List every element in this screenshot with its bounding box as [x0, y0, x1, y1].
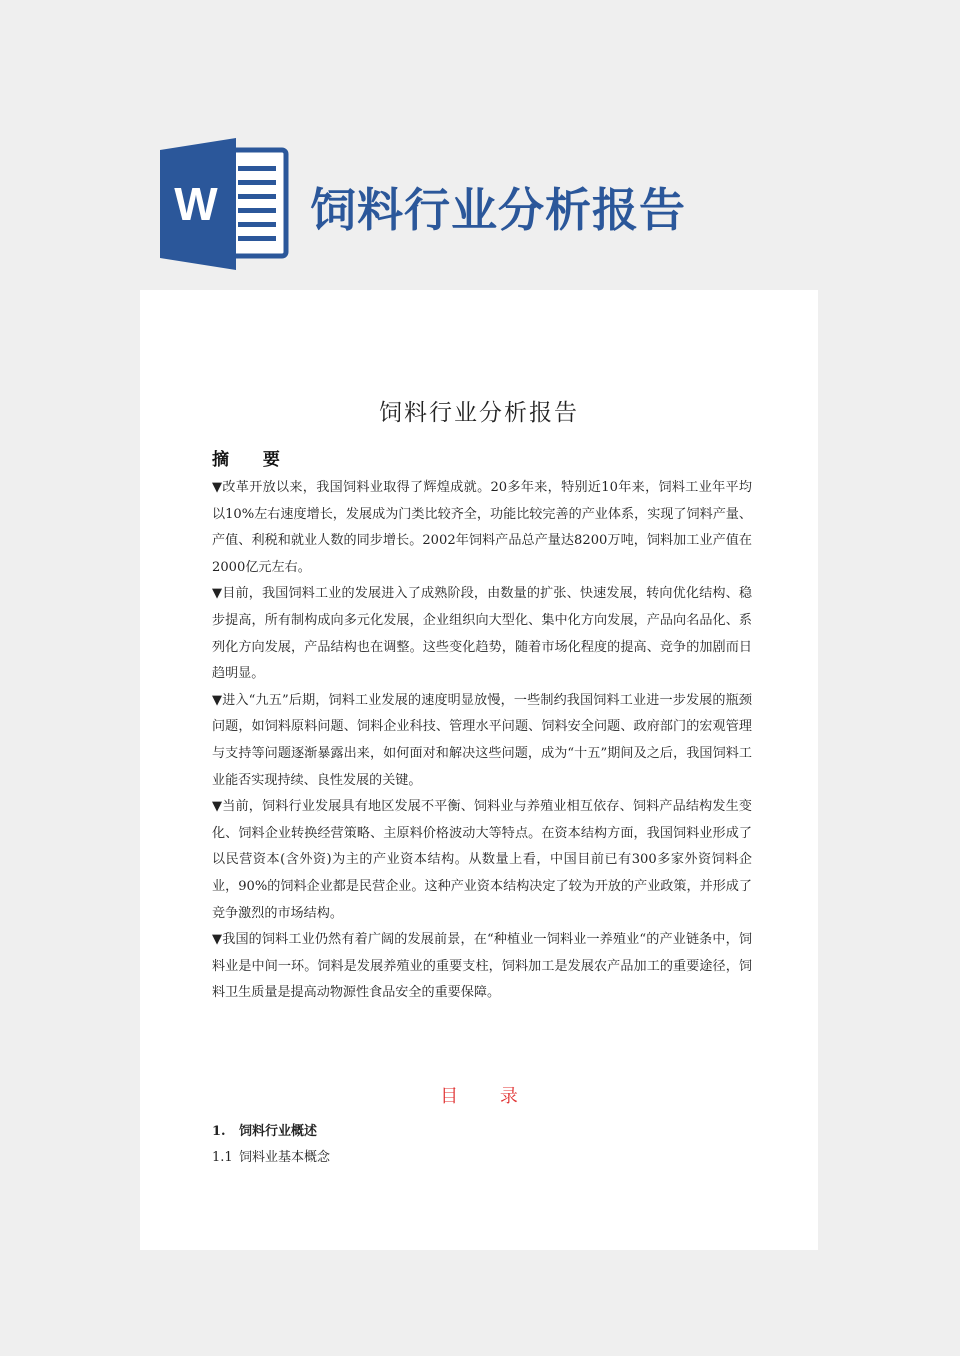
toc-item-number: 1.	[212, 1124, 226, 1139]
banner-title: 饲料行业分析报告	[310, 183, 686, 237]
abstract-heading: 摘 要	[212, 450, 294, 470]
abstract-paragraph-4: ▼当前，饲料行业发展具有地区发展不平衡、饲料业与养殖业相互依存、饲料产品结构发生变化、饲料企业转换经营策略、主原料价格波动大等特点。在资本结构方面，我国饲料业形成了以民营资本(含外资)为主的产业资本结构。从数量上看，中国目前已有300多家外资饲料企业，90%的饲料企业都是民营企业。这种产业资本结构决定了较为开放的产业政策，并形成了竞争激烈的市场结构。	[212, 799, 752, 921]
toc-item-1[interactable]	[212, 1120, 317, 1139]
toc-item-label: 饲料行业概述	[239, 1124, 318, 1139]
toc-item-1-1[interactable]	[212, 1146, 330, 1165]
word-logo-icon	[160, 138, 290, 270]
document-page	[140, 290, 818, 1250]
abstract-paragraph-2: ▼目前，我国饲料工业的发展进入了成熟阶段，由数量的扩张、快速发展，转向优化结构、稳步提高，所有制构成向多元化发展，企业组织向大型化、集中化方向发展，产品向名品化、系列化方向发展，产品结构也在调整。这些变化趋势，随着市场化程度的提高、竞争的加剧而日趋明显。	[212, 586, 752, 682]
document-title: 饲料行业分析报告	[379, 400, 579, 426]
toc-item-number: 1.1	[212, 1150, 233, 1165]
abstract-body	[212, 475, 752, 1007]
toc-item-label: 饲料业基本概念	[239, 1150, 331, 1165]
toc-heading: 目 录	[440, 1086, 536, 1107]
word-logo-letter: W	[174, 178, 218, 230]
abstract-paragraph-1: ▼改革开放以来，我国饲料业取得了辉煌成就。20多年来，特别近10年来，饲料工业年平均以10%左右速度增长，发展成为门类比较齐全，功能比较完善的产业体系，实现了饲料产量、产值、利税和就业人数的同步增长。2002年饲料产品总产量达8200万吨，饲料加工业产值在2000亿元左右。	[212, 480, 752, 575]
abstract-paragraph-3: ▼进入“九五”后期，饲料工业发展的速度明显放慢，一些制约我国饲料工业进一步发展的瓶颈问题，如饲料原料问题、饲料企业科技、管理水平问题、饲料安全问题、政府部门的宏观管理与支持等问题逐渐暴露出来，如何面对和解决这些问题，成为“十五”期间及之后，我国饲料工业能否实现持续、良性发展的关键。	[212, 692, 752, 788]
abstract-paragraph-5: ▼我国的饲料工业仍然有着广阔的发展前景，在“种植业一饲料业一养殖业“的产业链条中，饲料业是中间一环。饲料是发展养殖业的重要支柱，饲料加工是发展农产品加工的重要途径，饲料卫生质量是提高动物源性食品安全的重要保障。	[212, 932, 752, 1001]
banner	[160, 138, 800, 270]
